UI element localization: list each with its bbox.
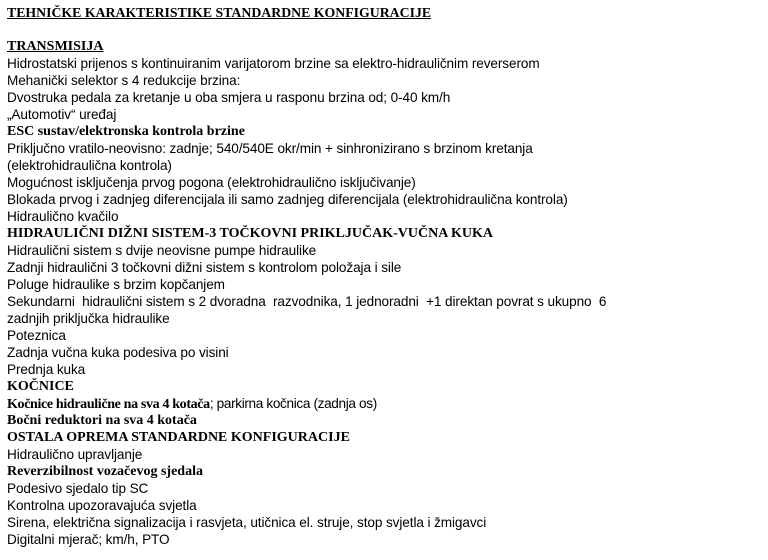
spec-document xyxy=(7,4,762,548)
spec-line: Poteznica xyxy=(7,328,66,343)
spec-line: Podesivo sjedalo tip SC xyxy=(7,481,149,496)
spec-line: Poluge hidraulike s brzim kopčanjem xyxy=(7,277,225,292)
spec-line: Hidraulični sistem s dvije neovisne pumpe hidraulike xyxy=(7,243,317,258)
spec-line: Dvostruka pedala za kretanje u oba smjera u rasponu brzina od; 0-40 km/h xyxy=(7,90,451,105)
brakes-bold-text: Kočnice hidraulične na sva 4 kotača xyxy=(7,397,210,412)
spec-line: Blokada prvog i zadnjeg diferencijala ili samo zadnjeg diferencijala (elektrohidraulična kontrola) xyxy=(7,192,568,207)
brakes-normal-text: ; parkirna kočnica (zadnja os) xyxy=(209,396,377,411)
section-heading-brakes: KOČNICE xyxy=(7,379,74,394)
spec-line: Mehanički selektor s 4 redukcije brzina: xyxy=(7,73,241,88)
reducers-line: Bočni reduktori na sva 4 kotača xyxy=(7,413,197,428)
spec-line: Hidraulično kvačilo xyxy=(7,209,119,224)
section-heading-transmission: TRANSMISIJA xyxy=(7,39,104,54)
subheading-seat: Reverzibilnost vozačevog sjedala xyxy=(7,464,203,479)
spec-line: Digitalni mjerač; km/h, PTO xyxy=(7,532,170,547)
section-heading-hydraulics: HIDRAULIČNI DIŽNI SISTEM-3 TOČKOVNI PRIKLJUČAK-VUČNA KUKA xyxy=(7,226,494,241)
spec-line: Prednja kuka xyxy=(7,362,86,377)
brakes-line xyxy=(7,395,762,412)
spec-line: Mogućnost isključenja prvog pogona (elektrohidraulično isključivanje) xyxy=(7,175,416,190)
spacer xyxy=(7,21,762,38)
spec-line: Sekundarni hidraulični sistem s 2 dvoradna razvodnika, 1 jednoradni +1 direktan povrat s ukupno 6 xyxy=(7,294,607,309)
document-title: TEHNIČKE KARAKTERISTIKE STANDARDNE KONFIGURACIJE xyxy=(7,5,432,20)
spec-line: Kontrolna upozoravajuća svjetla xyxy=(7,498,197,513)
spec-line: zadnjih priključka hidraulike xyxy=(7,311,170,326)
spec-line: Zadnji hidraulični 3 točkovni dižni sistem s kontrolom položaja i sile xyxy=(7,260,402,275)
spec-line: (elektrohidraulična kontrola) xyxy=(7,158,172,173)
spec-line: Hidraulično upravljanje xyxy=(7,447,143,462)
spec-line: Hidrostatski prijenos s kontinuiranim varijatorom brzine sa elektro-hidrauličnim reverserom xyxy=(7,56,540,71)
spec-line: Zadnja vučna kuka podesiva po visini xyxy=(7,345,229,360)
spec-line: Sirena, električna signalizacija i rasvjeta, utičnica el. struje, stop svjetla i žmigavci xyxy=(7,515,487,530)
spec-line: „Automotiv“ uređaj xyxy=(7,107,117,122)
section-heading-esc: ESC sustav/elektronska kontrola brzine xyxy=(7,124,245,139)
section-heading-other: OSTALA OPREMA STANDARDNE KONFIGURACIJE xyxy=(7,430,350,445)
spec-line: Priključno vratilo-neovisno: zadnje; 540/540E okr/min + sinhronizirano s brzinom kretanja xyxy=(7,141,533,156)
